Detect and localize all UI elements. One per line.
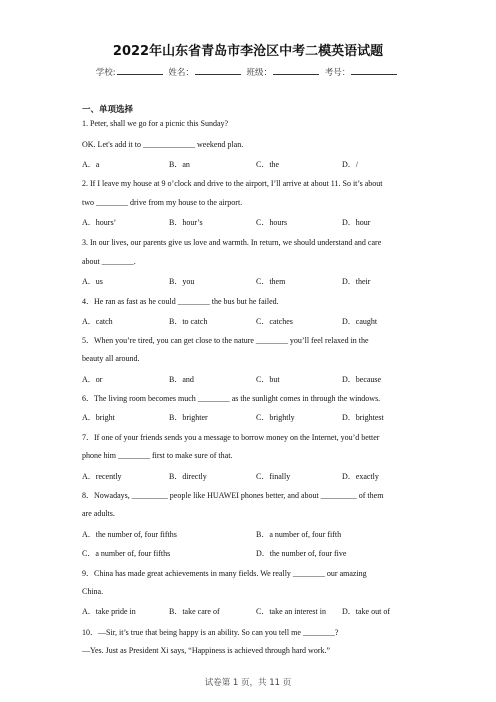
question-10-line-1: 10．—Sir, it’s true that being happy is an ability. So can you tell me ________? xyxy=(82,628,339,637)
question-6-line-1: 6．The living room becomes much ________ as the sunlight comes in through the windows. xyxy=(82,394,381,403)
q2-option-a[interactable]: A．hours’ xyxy=(82,218,117,227)
q3-option-c[interactable]: C．them xyxy=(256,277,286,286)
q3-option-b[interactable]: B．you xyxy=(169,277,195,286)
q5-option-a[interactable]: A．or xyxy=(82,375,103,384)
question-2-line-1: 2. If I leave my house at 9 o’clock and drive to the airport, I’ll arrive at about 11. So it’s about xyxy=(82,179,383,188)
school-blank[interactable] xyxy=(117,66,163,75)
q4-option-a[interactable]: A．catch xyxy=(82,317,113,326)
question-3-line-2: about ________. xyxy=(82,257,136,266)
q6-option-d[interactable]: D．brightest xyxy=(342,413,384,422)
q2-option-c[interactable]: C．hours xyxy=(256,218,288,227)
q1-option-b[interactable]: B．an xyxy=(169,160,190,169)
page-footer: 试卷第 1 页，共 11 页 xyxy=(204,678,292,688)
q2-option-b[interactable]: B．hour’s xyxy=(169,218,203,227)
exam-number-label: 考号： xyxy=(324,68,351,78)
q8-option-c[interactable]: C．a number of, four fifths xyxy=(82,549,171,558)
question-10-line-2: —Yes. Just as President Xi says, “Happiness is achieved through hard work.” xyxy=(82,646,331,655)
question-7-line-1: 7．If one of your friends sends you a message to borrow money on the Internet, you’d better xyxy=(82,433,380,442)
q5-option-d[interactable]: D．because xyxy=(342,375,382,384)
q4-option-c[interactable]: C．catches xyxy=(256,317,293,326)
q9-option-c[interactable]: C．take an interest in xyxy=(256,607,326,616)
q3-option-a[interactable]: A．us xyxy=(82,277,103,286)
exam-number-blank[interactable] xyxy=(351,66,397,75)
q7-option-d[interactable]: D．exactly xyxy=(342,472,379,481)
q8-option-b[interactable]: B．a number of, four fifth xyxy=(256,530,342,539)
q5-option-b[interactable]: B．and xyxy=(169,375,194,384)
student-info-row xyxy=(0,66,496,78)
q8-option-a[interactable]: A．the number of, four fifths xyxy=(82,530,177,539)
q2-option-d[interactable]: D．hour xyxy=(342,218,371,227)
question-5-line-1: 5．When you’re tired, you can get close to the nature ________ you’ll feel relaxed in the xyxy=(82,336,369,345)
q7-option-a[interactable]: A．recently xyxy=(82,472,122,481)
question-8-line-1: 8．Nowadays, _________ people like HUAWEI phones better, and about _________ of them xyxy=(82,491,384,500)
q9-option-d[interactable]: D．take out of xyxy=(342,607,390,616)
q3-option-d[interactable]: D．their xyxy=(342,277,371,286)
q6-option-c[interactable]: C．brightly xyxy=(256,413,295,422)
question-9-line-1: 9．China has made great achievements in many fields. We really ________ our amazing xyxy=(82,569,367,578)
name-label: 姓名： xyxy=(168,68,194,78)
q5-option-c[interactable]: C．but xyxy=(256,375,280,384)
q9-option-a[interactable]: A．take pride in xyxy=(82,607,136,616)
q1-option-a[interactable]: A．a xyxy=(82,160,100,169)
q4-option-b[interactable]: B．to catch xyxy=(169,317,208,326)
class-blank[interactable] xyxy=(273,66,319,75)
name-blank[interactable] xyxy=(195,66,241,75)
q7-option-b[interactable]: B．directly xyxy=(169,472,207,481)
q1-option-c[interactable]: C．the xyxy=(256,160,280,169)
school-label: 学校: xyxy=(95,68,116,78)
exam-title: 2022年山东省青岛市李沧区中考二模英语试题 xyxy=(112,44,384,59)
class-label: 班级： xyxy=(246,68,273,78)
question-4-line-1: 4．He ran as fast as he could ________ the bus but he failed. xyxy=(82,297,279,306)
q8-option-d[interactable]: D．the number of, four five xyxy=(256,549,347,558)
question-2-line-2: two ________ drive from my house to the airport. xyxy=(82,198,243,207)
q1-option-d[interactable]: D．/ xyxy=(342,160,358,169)
question-8-line-2: are adults. xyxy=(82,509,115,518)
q9-option-b[interactable]: B．take care of xyxy=(169,607,220,616)
question-1-line-2: OK. Let's add it to _____________ weekend plan. xyxy=(82,140,244,149)
q6-option-b[interactable]: B．brighter xyxy=(169,413,208,422)
question-9-line-2: China. xyxy=(82,587,104,596)
q4-option-d[interactable]: D．caught xyxy=(342,317,378,326)
q7-option-c[interactable]: C．finally xyxy=(256,472,291,481)
q6-option-a[interactable]: A．bright xyxy=(82,413,115,422)
question-3-line-1: 3. In our lives, our parents give us love and warmth. In return, we should understand and care xyxy=(82,238,382,247)
question-5-line-2: beauty all around. xyxy=(82,354,140,363)
question-7-line-2: phone him ________ first to make sure of that. xyxy=(82,451,233,460)
question-1-line-1: 1. Peter, shall we go for a picnic this Sunday? xyxy=(82,119,229,128)
section-heading: 一、单项选择 xyxy=(82,105,134,115)
